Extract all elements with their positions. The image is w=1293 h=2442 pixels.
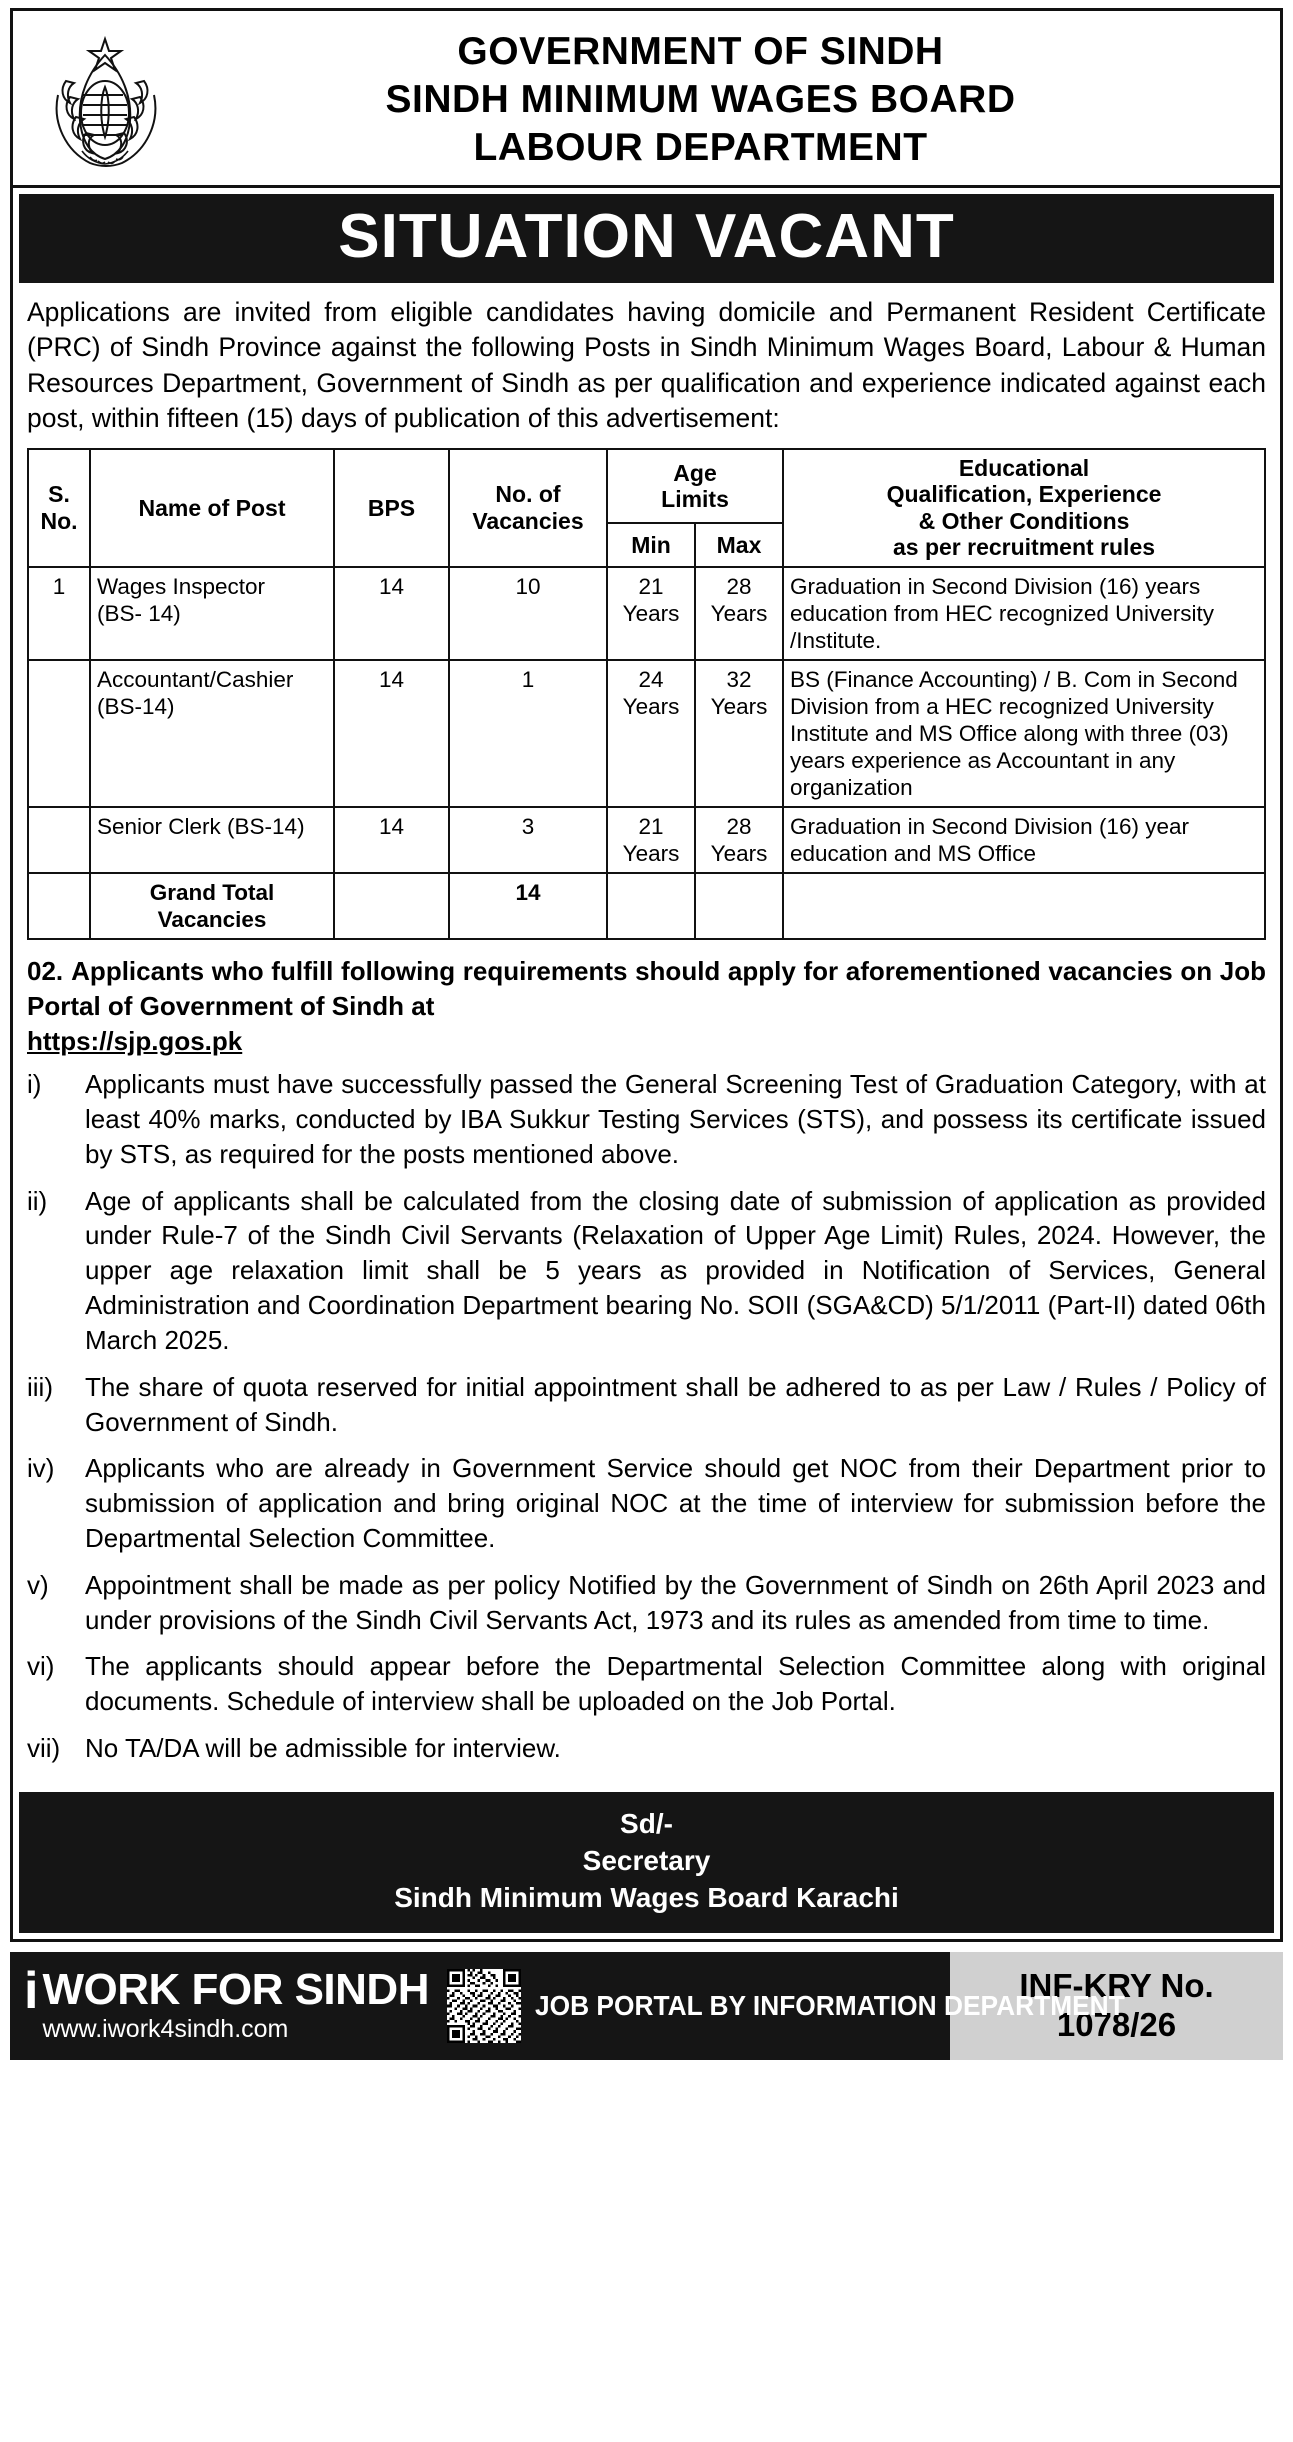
list-item [27,1649,1266,1719]
condition-number: v) [27,1569,49,1600]
cell-qualification: BS (Finance Accounting) / B. Com in Second Division from a HEC recognized University Institute and MS Office along with three (03) years experience as Accountant in any organization [783,660,1265,807]
condition-number: iv) [27,1453,55,1484]
cell-age-min: 24 Years [607,660,695,807]
advertisement-sheet [10,8,1283,1942]
condition-number: i) [27,1069,42,1100]
cell-total-spacer [28,873,90,939]
cell-post: Accountant/Cashier (BS-14) [90,660,334,807]
qr-code-icon[interactable] [447,1969,521,2043]
cell-post: Wages Inspector (BS- 14) [90,567,334,660]
cell-total-max [695,873,783,939]
clause-02-number: 02. [27,955,64,986]
list-item [27,1451,1266,1555]
cell-age-max: 32 Years [695,660,783,807]
table-body [28,567,1265,939]
cell-bps: 14 [334,660,449,807]
iwork-for-sindh-logo [24,1961,429,2044]
condition-text: Applicants who are already in Government Service should get NOC from their Department prior to submission of application and bring original NOC at the time of interview for submission before the Departmental Selection Committee. [85,1453,1266,1553]
th-name-of-post: Name of Post [90,449,334,567]
brand-website[interactable]: www.iwork4sindh.com [42,2014,289,2043]
cell-age-min: 21 Years [607,567,695,660]
header-line-2: SINDH MINIMUM WAGES BOARD [385,78,1016,122]
signature-office: Sindh Minimum Wages Board Karachi [394,1881,899,1913]
cell-bps: 14 [334,567,449,660]
th-age-max: Max [695,523,783,567]
brand-title: WORK FOR SINDH [42,1964,429,2014]
brand-text [42,1964,429,2044]
inf-label: INF-KRY No. [1019,1966,1214,2004]
header-line-3: LABOUR DEPARTMENT [473,125,928,169]
th-bps: BPS [334,449,449,567]
cell-serial [28,807,90,873]
list-item [27,1731,1266,1766]
list-item [27,1067,1266,1171]
condition-text: No TA/DA will be admissible for interview. [85,1733,561,1764]
th-age-min: Min [607,523,695,567]
cell-age-max: 28 Years [695,567,783,660]
table-header-row-1 [28,449,1265,523]
cell-vacancies: 1 [449,660,607,807]
condition-text: Applicants must have successfully passed the General Screening Test of Graduation Category, with at least 40% marks, conducted by IBA Sukkur Testing Services (STS), and possess its certificate issued by STS, as required for the posts mentioned above. [85,1069,1266,1169]
intro-paragraph: Applications are invited from eligible candidates having domicile and Permanent Resident Certificate (PRC) of Sindh Province against the following Posts in Sindh Minimum Wages Board, Labour & Human Resources Department, Government of Sindh as per qualification and experience indicated against each post, within fifteen (15) days of publication of this advertisement: [27,297,1266,433]
clause-02-text: Applicants who fulfill following requirements should apply for aforementioned vacancies on Job Portal of Government of Sindh at [27,955,1266,1021]
condition-text: Appointment shall be made as per policy Notified by the Government of Sindh on 26th April 2023 and under provisions of the Sindh Civil Servants Act, 1973 and its rules as amended from time to time. [85,1569,1266,1635]
table-row [28,567,1265,660]
table-head [28,449,1265,567]
clause-02 [13,940,1280,1061]
brand-i-glyph: i [24,1961,39,2020]
cell-bps: 14 [334,807,449,873]
grand-total-row [28,873,1265,939]
condition-number: ii) [27,1185,48,1216]
job-portal-url-line [27,1024,1266,1059]
signature-designation: Secretary [582,1844,711,1876]
conditions-list [13,1061,1280,1788]
situation-vacant-banner [19,194,1274,283]
list-item [27,1184,1266,1358]
cell-qualification: Graduation in Second Division (16) year education and MS Office [783,807,1265,873]
signature-block [19,1792,1274,1933]
cell-total-qual [783,873,1265,939]
signature-sd: Sd/- [620,1807,673,1839]
banner-title: SITUATION VACANT [338,202,955,271]
footer-bar [10,1948,1283,2060]
list-item [27,1568,1266,1638]
government-crest-icon [21,25,189,175]
list-item [27,1370,1266,1440]
table-row [28,807,1265,873]
cell-serial: 1 [28,567,90,660]
header-line-1: GOVERNMENT OF SINDH [457,30,944,74]
condition-text: The share of quota reserved for initial appointment shall be adhered to as per Law / Rules / Policy of Government of Sindh. [85,1371,1266,1437]
condition-number: vi) [27,1651,55,1682]
cell-age-min: 21 Years [607,807,695,873]
cell-serial [28,660,90,807]
cell-total-min [607,873,695,939]
header-titles [189,28,1272,172]
condition-text: Age of applicants shall be calculated from the closing date of submission of application as provided under Rule-7 of the Sindh Civil Servants (Relaxation of Upper Age Limit) Rules, 2024. However, the upper age relaxation limit shall be 5 years as provided in Notification of Services, General Administration and Coordination Department bearing No. SOII (SGA&CD) 5/1/2011 (Part-II) dated 06th March 2025. [85,1185,1266,1355]
job-portal-url[interactable]: https://sjp.gos.pk [27,1025,243,1056]
cell-post: Senior Clerk (BS-14) [90,807,334,873]
th-no-of-vacancies: No. of Vacancies [449,449,607,567]
th-age-limits: Age Limits [607,449,783,523]
condition-text: The applicants should appear before the Departmental Selection Committee along with original documents. Schedule of interview shall be uploaded on the Job Portal. [85,1651,1266,1717]
cell-total-bps [334,873,449,939]
condition-number: iii) [27,1371,53,1402]
table-row [28,660,1265,807]
cell-vacancies: 10 [449,567,607,660]
th-educational-qualification: Educational Qualification, Experience & Other Conditions as per recruitment rules [783,449,1265,567]
condition-number: vii) [27,1733,61,1764]
cell-total-vacancies: 14 [449,873,607,939]
cell-age-max: 28 Years [695,807,783,873]
th-serial-no: S. No. [28,449,90,567]
job-portal-label: JOB PORTAL BY INFORMATION DEPARTMENT [534,1989,1125,2021]
vacancy-table-wrapper [13,442,1280,940]
cell-total-label: Grand Total Vacancies [90,873,334,939]
cell-vacancies: 3 [449,807,607,873]
vacancy-table [27,448,1266,940]
document-header [13,11,1280,188]
cell-qualification: Graduation in Second Division (16) years education from HEC recognized University /Institute. [783,567,1265,660]
inf-number: 1078/26 [1056,2005,1177,2043]
